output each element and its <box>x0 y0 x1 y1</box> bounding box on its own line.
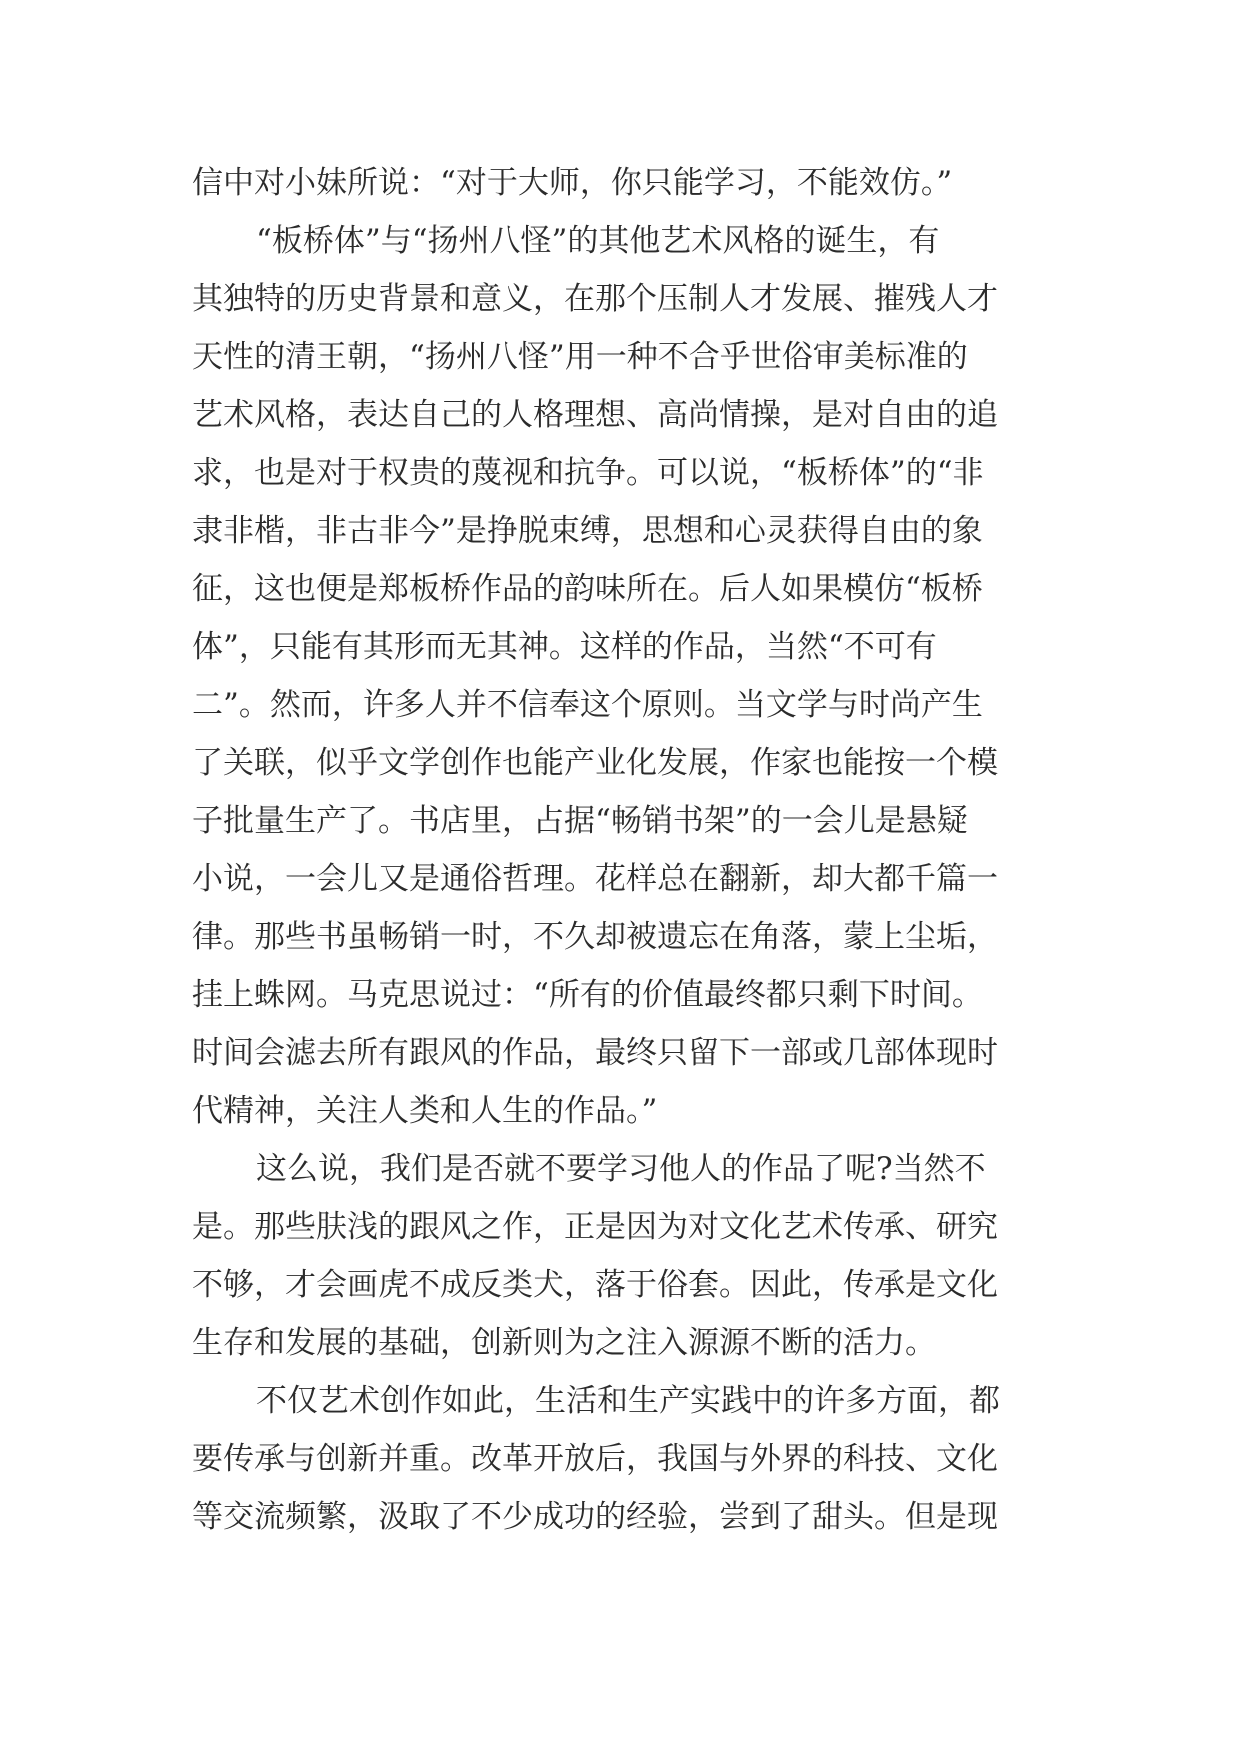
text-line: 时间会滤去所有跟风的作品，最终只留下一部或几部体现时 <box>192 1035 998 1071</box>
text-line: 其独特的历史背景和意义，在那个压制人才发展、摧残人才 <box>192 281 998 317</box>
text-line: 了关联，似乎文学创作也能产业化发展，作家也能按一个模 <box>192 745 998 781</box>
text-line: 生存和发展的基础，创新则为之注入源源不断的活力。 <box>192 1325 936 1361</box>
text-line: 不够，才会画虎不成反类犬，落于俗套。因此，传承是文化 <box>192 1267 998 1303</box>
text-line: “板桥体”与“扬州八怪”的其他艺术风格的诞生，有 <box>256 223 940 259</box>
text-line: 求，也是对于权贵的蔑视和抗争。可以说，“板桥体”的“非 <box>192 455 984 491</box>
text-line: 代精神，关注人类和人生的作品。” <box>192 1093 658 1129</box>
text-line: 等交流频繁，汲取了不少成功的经验，尝到了甜头。但是现 <box>192 1499 998 1535</box>
text-line: 律。那些书虽畅销一时，不久却被遗忘在角落，蒙上尘垢， <box>192 919 998 955</box>
text-line: 不仅艺术创作如此，生活和生产实践中的许多方面，都 <box>256 1383 1000 1419</box>
text-line: 子批量生产了。书店里，占据“畅销书架”的一会儿是悬疑 <box>192 803 968 839</box>
text-line: 艺术风格，表达自己的人格理想、高尚情操，是对自由的追 <box>192 397 998 433</box>
text-line: 是。那些肤浅的跟风之作，正是因为对文化艺术传承、研究 <box>192 1209 998 1245</box>
text-line: 要传承与创新并重。改革开放后，我国与外界的科技、文化 <box>192 1441 998 1477</box>
text-line: 天性的清王朝，“扬州八怪”用一种不合乎世俗审美标准的 <box>192 339 968 375</box>
text-line: 隶非楷，非古非今”是挣脱束缚，思想和心灵获得自由的象 <box>192 513 983 549</box>
text-line: 挂上蛛网。马克思说过：“所有的价值最终都只剩下时间。 <box>192 977 983 1013</box>
text-line: 信中对小妹所说：“对于大师，你只能学习，不能效仿。” <box>192 165 953 201</box>
text-line: 征，这也便是郑板桥作品的韵味所在。后人如果模仿“板桥 <box>192 571 983 607</box>
text-line: 这么说，我们是否就不要学习他人的作品了呢?当然不 <box>256 1151 986 1187</box>
text-line: 二”。然而，许多人并不信奉这个原则。当文学与时尚产生 <box>192 687 983 723</box>
text-line: 小说，一会儿又是通俗哲理。花样总在翻新，却大都千篇一 <box>192 861 998 897</box>
text-line: 体”，只能有其形而无其神。这样的作品，当然“不可有 <box>192 629 937 665</box>
document-body <box>192 154 1052 1546</box>
